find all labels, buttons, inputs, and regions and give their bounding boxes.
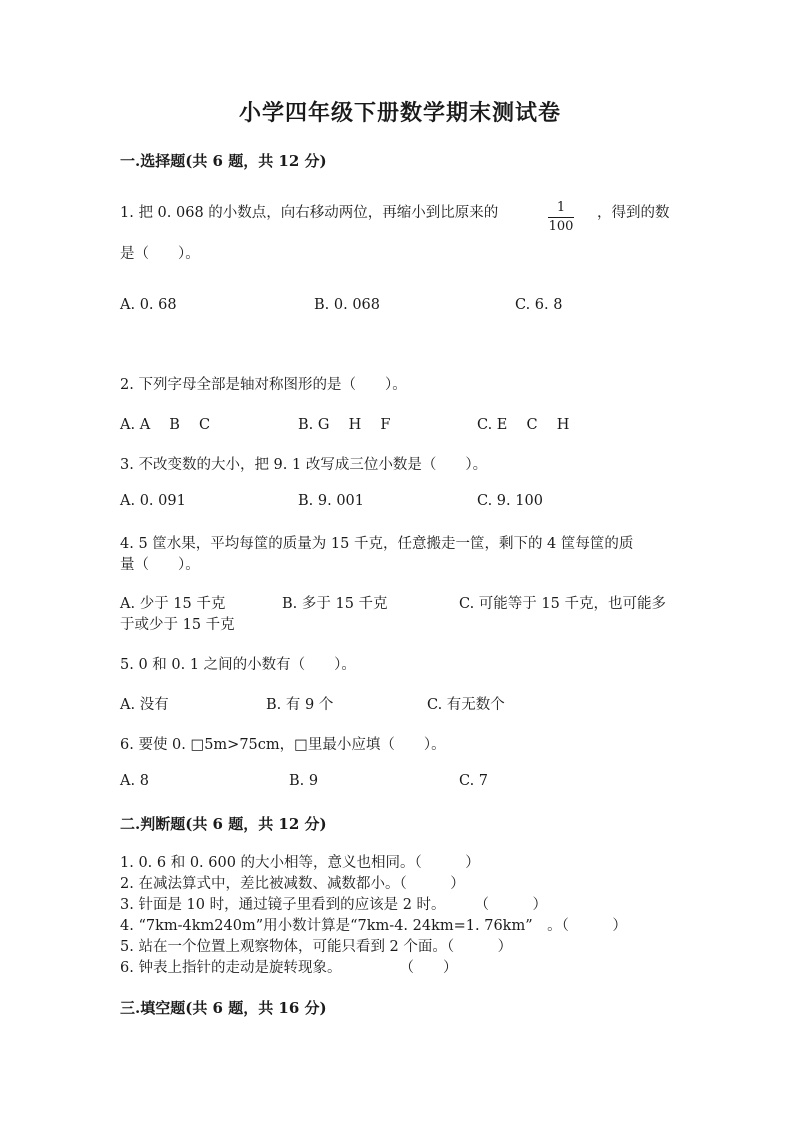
question-4-text: 4. 5 筐水果，平均每筐的质量为 15 千克，任意搬走一筐，剩下的 4 筐每筐的质 (120, 536, 634, 552)
question-1-option-a[interactable]: A. 0. 68 (120, 297, 177, 313)
question-6-text: 6. 要使 0. □5m>75cm，□里最小应填（ ）。 (120, 737, 446, 753)
question-1-text: 1. 把 0. 068 的小数点，向右移动两位，再缩小到比原来的 (120, 205, 499, 221)
question-6-option-c[interactable]: C. 7 (459, 773, 489, 789)
fraction-bar (548, 217, 574, 218)
question-1-text-line2: 是（ ）。 (120, 246, 200, 262)
fraction-denominator: 100 (548, 219, 574, 234)
question-1-text-after: ，得到的数 (597, 205, 670, 221)
judgment-item-4: 4. “7km-4km240m”用小数计算是“7km-4. 24km=1. 76km” 。（ ） (120, 918, 627, 934)
question-6-option-a[interactable]: A. 8 (120, 773, 149, 789)
question-3-option-b[interactable]: B. 9. 001 (298, 493, 364, 509)
question-5-option-b[interactable]: B. 有 9 个 (266, 697, 334, 713)
question-2-option-c[interactable]: C. E C H (477, 417, 570, 433)
page-title: 小学四年级下册数学期末测试卷 (238, 100, 561, 126)
question-4-option-c[interactable]: C. 可能等于 15 千克，也可能多 (459, 596, 666, 612)
judgment-item-3: 3. 针面是 10 时，通过镜子里看到的应该是 2 时。 （ ） (120, 897, 548, 913)
question-3-option-a[interactable]: A. 0. 091 (120, 493, 186, 509)
judgment-item-6: 6. 钟表上指针的走动是旋转现象。 （ ） (120, 960, 458, 976)
section-heading-choice: 一.选择题(共 6 题，共 12 分) (120, 152, 327, 170)
question-6-option-b[interactable]: B. 9 (289, 773, 319, 789)
question-4-option-b[interactable]: B. 多于 15 千克 (282, 596, 388, 612)
question-1-option-c[interactable]: C. 6. 8 (515, 297, 563, 313)
question-4-text-line2: 量（ ）。 (120, 557, 200, 573)
question-3-option-c[interactable]: C. 9. 100 (477, 493, 543, 509)
fraction-numerator: 1 (556, 200, 566, 215)
question-4-option-c-line2: 于或少于 15 千克 (120, 617, 235, 633)
section-heading-judgment: 二.判断题(共 6 题，共 12 分) (120, 815, 327, 833)
fraction-one-hundredth (548, 200, 574, 234)
question-5-text: 5. 0 和 0. 1 之间的小数有（ ）。 (120, 657, 356, 673)
judgment-item-1: 1. 0. 6 和 0. 600 的大小相等，意义也相同。（ ） (120, 855, 480, 871)
question-5-option-a[interactable]: A. 没有 (120, 697, 169, 713)
question-2-text: 2. 下列字母全部是轴对称图形的是（ ）。 (120, 377, 407, 393)
section-heading-fill-blank: 三.填空题(共 6 题，共 16 分) (120, 999, 327, 1017)
question-2-option-a[interactable]: A. A B C (120, 417, 211, 433)
question-3-text: 3. 不改变数的大小，把 9. 1 改写成三位小数是（ ）。 (120, 457, 488, 473)
judgment-item-2: 2. 在减法算式中，差比被减数、减数都小。（ ） (120, 876, 465, 892)
question-1-option-b[interactable]: B. 0. 068 (314, 297, 380, 313)
question-5-option-c[interactable]: C. 有无数个 (427, 697, 505, 713)
question-2-option-b[interactable]: B. G H F (298, 417, 391, 433)
question-4-option-a[interactable]: A. 少于 15 千克 (120, 596, 226, 612)
judgment-item-5: 5. 站在一个位置上观察物体，可能只看到 2 个面。（ ） (120, 939, 513, 955)
